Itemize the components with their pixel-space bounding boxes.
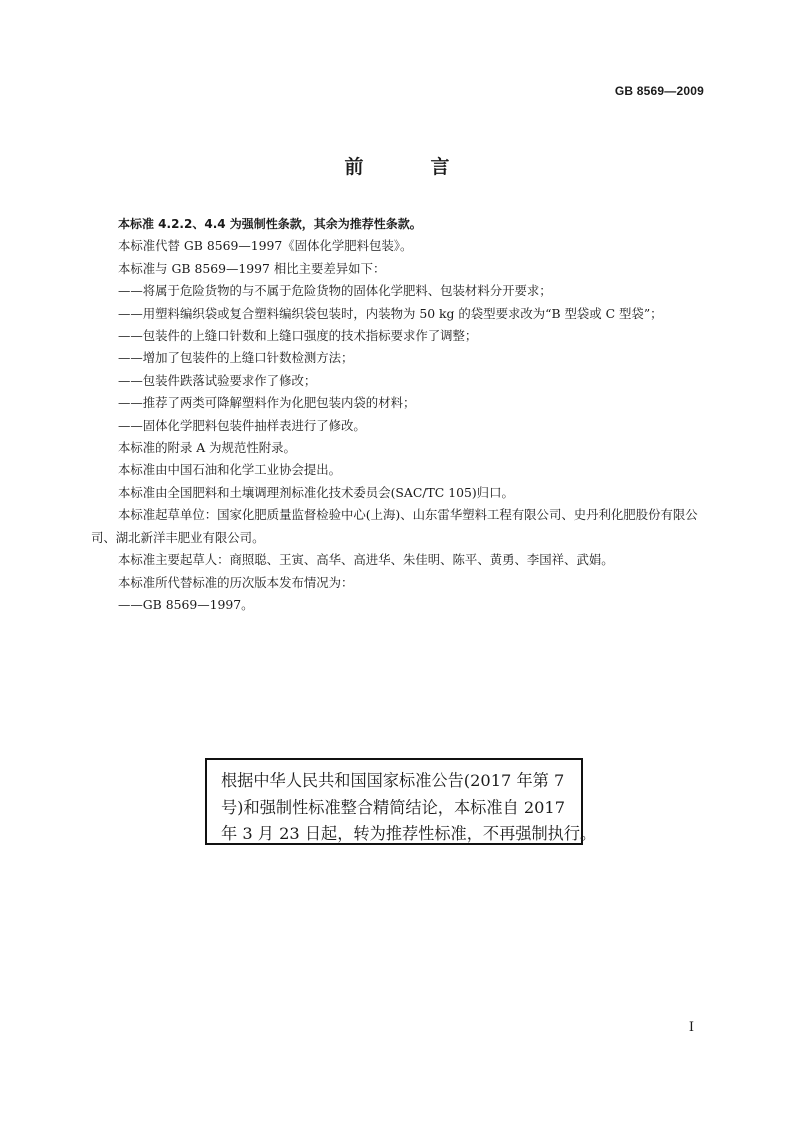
paragraph-drafting-units: 本标准起草单位：国家化肥质量监督检验中心(上海)、山东雷华塑料工程有限公司、史丹利化肥股份有限公司、湖北新洋丰肥业有限公司。 — [91, 507, 698, 545]
paragraph-annex: 本标准的附录 A 为规范性附录。 — [118, 440, 296, 456]
difference-item: ——包装件的上缝口针数和上缝口强度的技术指标要求作了调整； — [118, 328, 478, 344]
page-number: I — [688, 1020, 694, 1035]
difference-item: ——将属于危险货物的与不属于危险货物的固体化学肥料、包装材料分开要求； — [118, 283, 552, 299]
mandatory-clause-statement: 本标准 4.2.2、4.4 为强制性条款，其余为推荐性条款。 — [118, 217, 422, 231]
paragraph-committee: 本标准由全国肥料和土壤调理剂标准化技术委员会(SAC/TC 105)归口。 — [118, 484, 514, 500]
difference-item: ——包装件跌落试验要求作了修改； — [118, 372, 317, 388]
paragraph-history-intro: 本标准所代替标准的历次版本发布情况为： — [118, 574, 354, 590]
notice-line: 年 3 月 23 日起，转为推荐性标准，不再强制执行。 — [221, 824, 597, 843]
paragraph-proposed-by: 本标准由中国石油和化学工业协会提出。 — [118, 462, 342, 478]
difference-item: ——用塑料编织袋或复合塑料编织袋包装时，内装物为 50 kg 的袋型要求改为“B 型袋或 C 型袋”； — [118, 305, 663, 321]
difference-item: ——增加了包装件的上缝口针数检测方法； — [118, 350, 354, 366]
conversion-notice-box — [205, 758, 597, 845]
difference-item: ——推荐了两类可降解塑料作为化肥包装内袋的材料； — [118, 395, 416, 411]
page-title: 前 言 — [344, 156, 474, 178]
paragraph-drafters: 本标准主要起草人：商照聪、王寅、高华、高进华、朱佳明、陈平、黄勇、李国祥、武娟。 — [118, 552, 614, 568]
standard-code: GB 8569—2009 — [614, 84, 704, 98]
foreword-body — [91, 213, 706, 616]
paragraph-replaces: 本标准代替 GB 8569—1997《固体化学肥料包装》。 — [118, 238, 413, 254]
notice-line: 号)和强制性标准整合精简结论，本标准自 2017 — [221, 797, 566, 817]
notice-line: 根据中华人民共和国国家标准公告(2017 年第 7 — [221, 771, 565, 790]
difference-item: ——固体化学肥料包装件抽样表进行了修改。 — [118, 417, 366, 433]
paragraph-differences-intro: 本标准与 GB 8569—1997 相比主要差异如下： — [118, 260, 386, 276]
history-item: ——GB 8569—1997。 — [118, 596, 254, 612]
